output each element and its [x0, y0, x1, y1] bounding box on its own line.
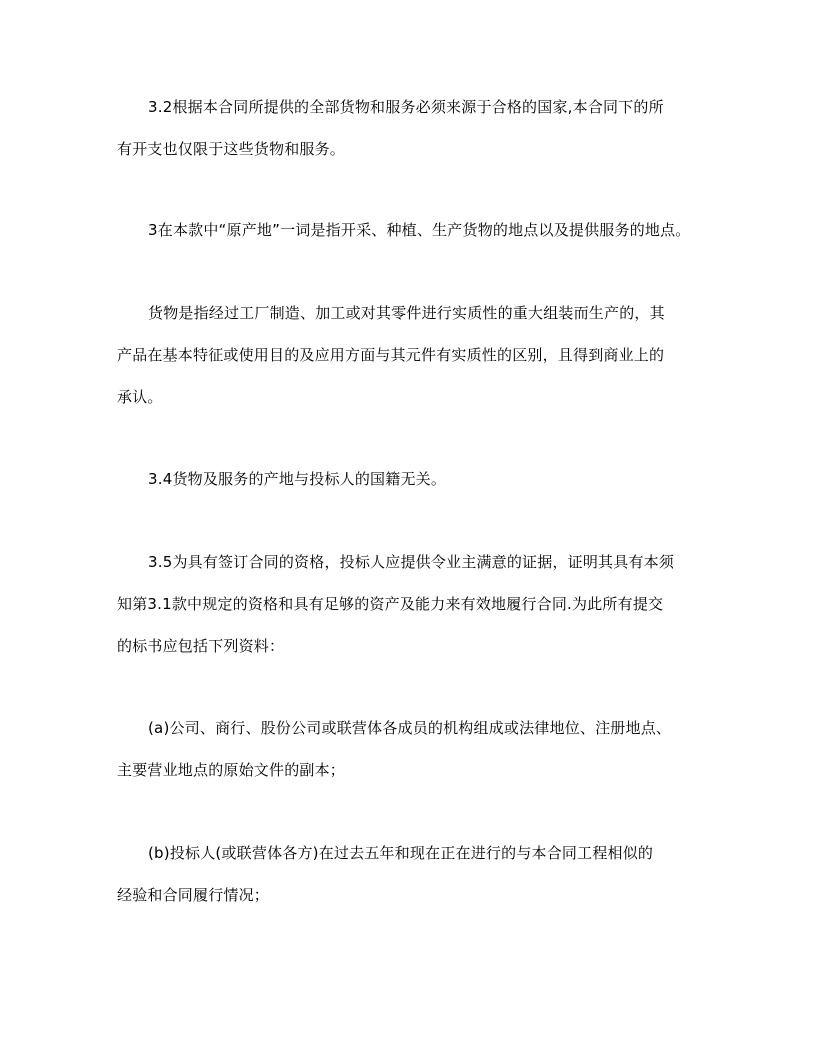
- paragraph-goods-line-1: 货物是指经过工厂制造、加工或对其零件进行实质性的重大组装而生产的，其: [148, 304, 665, 322]
- paragraph-a-line-1: (a)公司、商行、股份公司或联营体各成员的机构组成或法律地位、注册地点、: [148, 719, 672, 737]
- paragraph-3-5-line-3: 的标书应包括下列资料：: [117, 637, 285, 655]
- paragraph-b-line-1: (b)投标人(或联营体各方)在过去五年和现在正在进行的与本合同工程相似的: [148, 844, 654, 862]
- paragraph-origin-line-1: 3在本款中“原产地”一词是指开采、种植、生产货物的地点以及提供服务的地点。: [148, 221, 691, 239]
- paragraph-b-line-2: 经验和合同履行情况；: [117, 886, 270, 904]
- paragraph-a-line-2: 主要营业地点的原始文件的副本；: [117, 761, 346, 779]
- paragraph-3-5-line-2: 知第3.1款中规定的资格和具有足够的资产及能力来有效地履行合同.为此所有提交: [117, 595, 664, 613]
- paragraph-3-4-line-1: 3.4货物及服务的产地与投标人的国籍无关。: [148, 470, 447, 488]
- paragraph-3-2-line-1: 3.2根据本合同所提供的全部货物和服务必须来源于合格的国家,本合同下的所: [148, 98, 664, 116]
- paragraph-3-2-line-2: 有开支也仅限于这些货物和服务。: [117, 140, 346, 158]
- paragraph-goods-line-2: 产品在基本特征或使用目的及应用方面与其元件有实质性的区别，且得到商业上的: [117, 346, 665, 364]
- paragraph-3-5-line-1: 3.5为具有签订合同的资格，投标人应提供令业主满意的证据，证明其具有本须: [148, 553, 675, 571]
- paragraph-goods-line-3: 承认。: [117, 388, 163, 406]
